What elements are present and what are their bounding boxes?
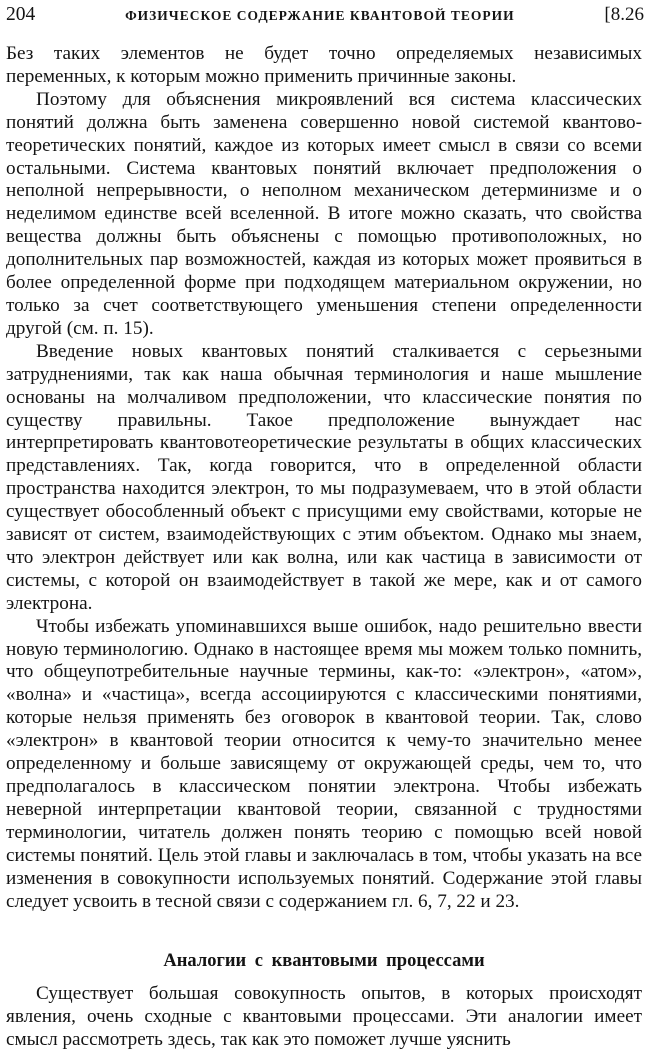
paragraph: Без таких элементов не будет точно определяемых независимых переменных, к которым можно применить причинные законы. — [6, 43, 642, 87]
page-header — [6, 4, 644, 30]
body-text — [6, 43, 642, 1052]
page-number: 204 — [6, 4, 36, 25]
section-reference: [8.26 — [604, 4, 644, 25]
paragraph: Существует большая совокупность опытов, в которых происходят явления, очень сходные с квантовыми процессами. Эти аналогии имеет смысл рассмотреть здесь, так как это поможет лучше уяснить — [6, 983, 642, 1051]
section-heading: Аналогии с квантовыми процессами — [163, 951, 485, 972]
running-title: ФИЗИЧЕСКОЕ СОДЕРЖАНИЕ КВАНТОВОЙ ТЕОРИИ — [125, 8, 515, 23]
paragraph: Чтобы избежать упоминавшихся выше ошибок, надо решительно ввести новую терминологию. Однако в настоящее время мы можем только помнить, что общеупотребительные научные термины, как-то: «электрон», «атом», «волна» и «частица», всегда ассоциируются с классическими понятиями, которые нельзя применять без оговорок в квантовой теории. Так, слово «электрон» в квантовой теории относится к чему-то значительно менее определенному и больше зависящему от окружающей среды, чем то, что предполагалось в классическом понятии электрона. Чтобы избежать неверной интерпретации квантовой теории, связанной с трудностями терминологии, читатель должен понять теорию с помощью всей новой системы понятий. Цель этой главы и заключалась в том, чтобы указать на все изменения в совокупности используемых понятий. Содержание этой главы следует усвоить в тесной связи с содержанием гл. 6, 7, 22 и 23. — [6, 615, 642, 912]
paragraph: Поэтому для объяснения микроявлений вся система классических понятий должна быть заменена совершенно новой системой квантово-теоретических понятий, каждое из которых имеет смысл в связи со всеми остальными. Система квантовых понятий включает предположения о неполной непрерывности, о неполном механическом детерминизме и о неделимом единстве всей вселенной. В итоге можно сказать, что свойства вещества должны быть объяснены с помощью противоположных, но дополнительных пар возможностей, каждая из которых может проявиться в более определенной форме при подходящем материальном окружении, но только за счет соответствующего уменьшения степени определенности другой (см. п. 15). — [6, 88, 642, 339]
paragraph: Введение новых квантовых понятий сталкивается с серьезными затруднениями, так как наша обычная терминология и наше мышление основаны на молчаливом предположении, что классические понятия по существу правильны. Такое предположение вынуждает нас интерпретировать квантовотеоретические результаты в общих классических представлениях. Так, когда говорится, что в определенной области пространства находится электрон, то мы подразумеваем, что в этой области существует обособленный объект с присущими ему свойствами, которые не зависят от систем, взаимодействующих с этим объектом. Однако мы знаем, что электрон действует или как волна, или как частица в зависимости от системы, с которой он взаимодействует в такой же мере, как и от самого электрона. — [6, 340, 642, 614]
